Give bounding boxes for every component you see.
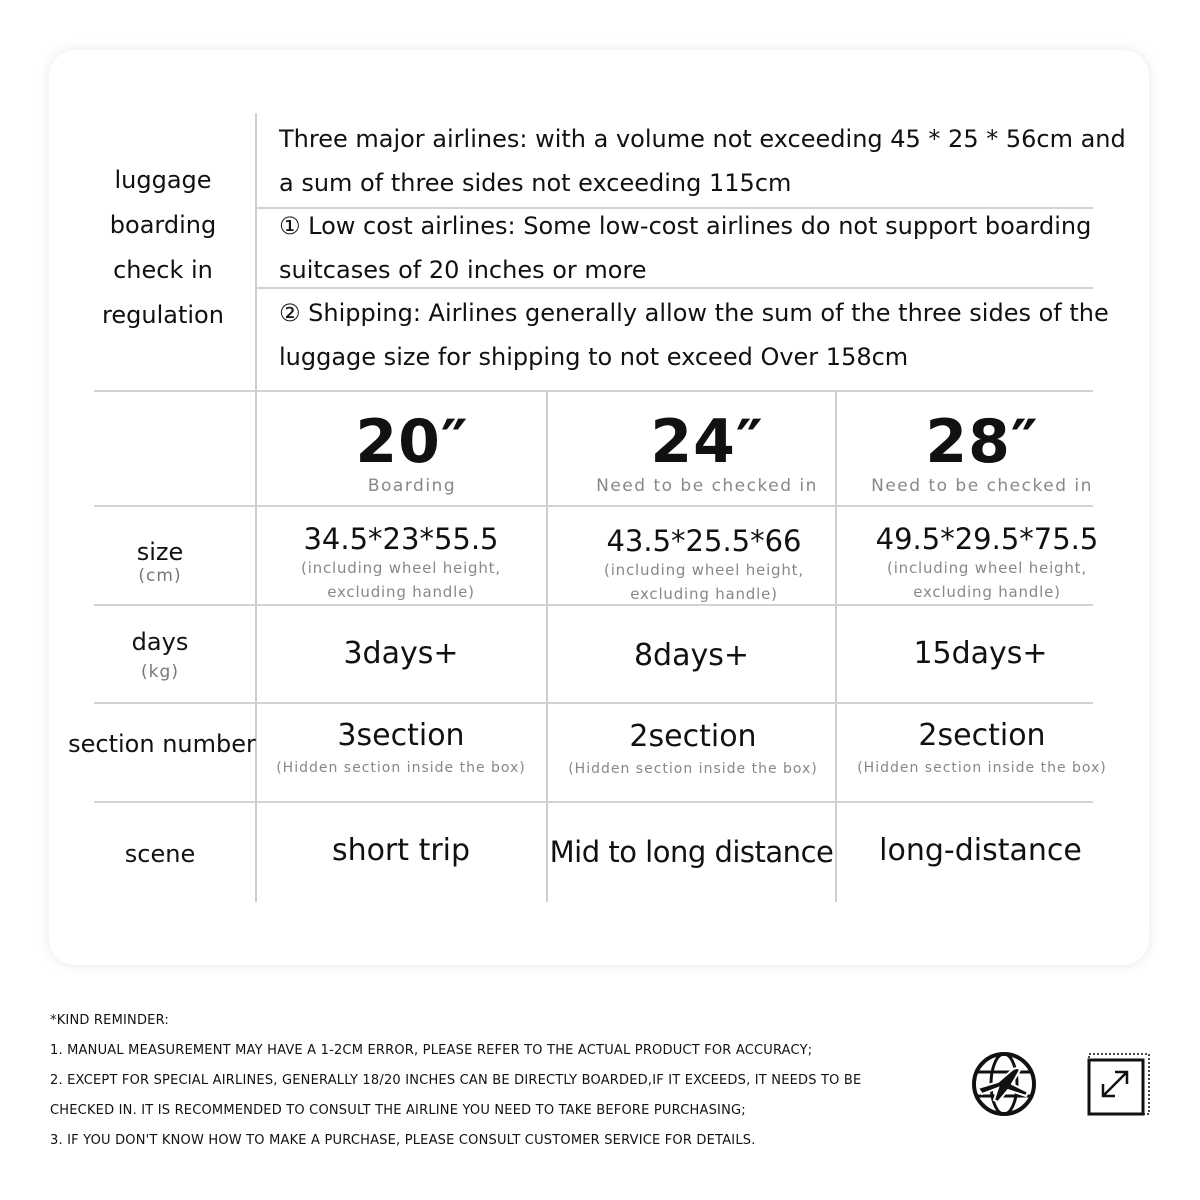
regulation-line: ② Shipping: Airlines generally allow the sum of the three sides of the [279,299,1109,327]
row-unit: (cm) [138,566,182,586]
regulation-label-line: luggage [114,166,212,194]
row-label-days [94,628,226,682]
regulation-line: suitcases of 20 inches or more [279,256,647,284]
suitcase-size: 28″ [925,407,1039,477]
days-cell: 15days+ [913,636,1048,671]
suitcase-status: Need to be checked in [871,476,1093,496]
grid-hline-1 [94,390,1093,392]
size-cell [257,522,545,604]
section-note: (Hidden section inside the box) [276,760,526,776]
header-col-28 [837,407,1127,496]
regulation-label-line: boarding [109,211,217,239]
dimensions: 43.5*25.5*66 [606,524,802,558]
globe-airplane-icon [968,1048,1040,1120]
row-unit: (kg) [141,662,179,682]
reminder-line: CHECKED IN. IT IS RECOMMENDED TO CONSULT THE AIRLINE YOU NEED TO TAKE BEFORE PURCHASING; [50,1103,746,1118]
regulation-line: a sum of three sides not exceeding 115cm [279,169,792,197]
row-label-size [94,538,226,586]
dimension-note: excluding handle) [327,583,475,601]
scene-cell: short trip [331,833,471,868]
reminder-line: 3. IF YOU DON'T KNOW HOW TO MAKE A PURCHASE, PLEASE CONSULT CUSTOMER SERVICE FOR DETAILS. [50,1133,756,1148]
days-cell: 8days+ [633,638,750,673]
dimension-note: (including wheel height, [301,559,501,577]
dimension-note: (including wheel height, [887,559,1087,577]
dimension-note: (including wheel height, [604,561,804,579]
regulation-line: ① Low cost airlines: Some low-cost airlines do not support boarding [279,212,1092,240]
section-cell [257,718,545,776]
row-label: size [136,538,184,566]
dimension-note: excluding handle) [630,585,778,603]
header-col-20 [257,407,567,496]
suitcase-status: Boarding [367,476,457,496]
suitcase-status: Need to be checked in [596,476,818,496]
regulation-label-line: regulation [102,301,224,329]
section-cell [548,719,838,777]
dimensions: 34.5*23*55.5 [303,522,499,556]
header-col-24 [548,407,866,496]
section-value: 2section [629,719,757,754]
row-label-section: section number [68,730,256,758]
suitcase-size: 20″ [355,407,469,477]
grid-hline-2 [94,505,1093,507]
regulation-label [88,158,238,338]
grid-hline-4 [94,702,1093,704]
row-label-scene: scene [124,840,196,868]
scene-cell: long-distance [879,833,1082,868]
reminder-line: 2. EXCEPT FOR SPECIAL AIRLINES, GENERALLY 18/20 INCHES CAN BE DIRECTLY BOARDED,IF IT EXCEEDS, IT NEEDS TO BE [50,1073,862,1088]
section-note: (Hidden section inside the box) [568,761,818,777]
grid-hline-5 [94,801,1093,803]
grid-vline-main [255,113,257,902]
reminder-line: 1. MANUAL MEASUREMENT MAY HAVE A 1-2CM ERROR, PLEASE REFER TO THE ACTUAL PRODUCT FOR ACCURACY; [50,1043,813,1058]
days-cell: 3days+ [343,636,459,671]
reminder-title: *KIND REMINDER: [50,1013,169,1028]
scene-cell: Mid to long distance [549,835,834,869]
regulation-line: luggage size for shipping to not exceed Over 158cm [279,343,909,371]
dimensions: 49.5*29.5*75.5 [875,522,1099,556]
suitcase-size: 24″ [650,407,764,477]
section-note: (Hidden section inside the box) [857,760,1107,776]
section-value: 2section [918,718,1046,753]
size-cell [548,524,860,606]
dimension-note: excluding handle) [913,583,1061,601]
section-value: 3section [337,718,465,753]
regulation-label-line: check in [113,256,213,284]
expand-arrows-icon [1085,1050,1153,1118]
size-cell [837,522,1137,604]
row-label: days [131,628,189,656]
section-cell [837,718,1127,776]
regulation-line: Three major airlines: with a volume not exceeding 45 * 25 * 56cm and [279,125,1126,153]
